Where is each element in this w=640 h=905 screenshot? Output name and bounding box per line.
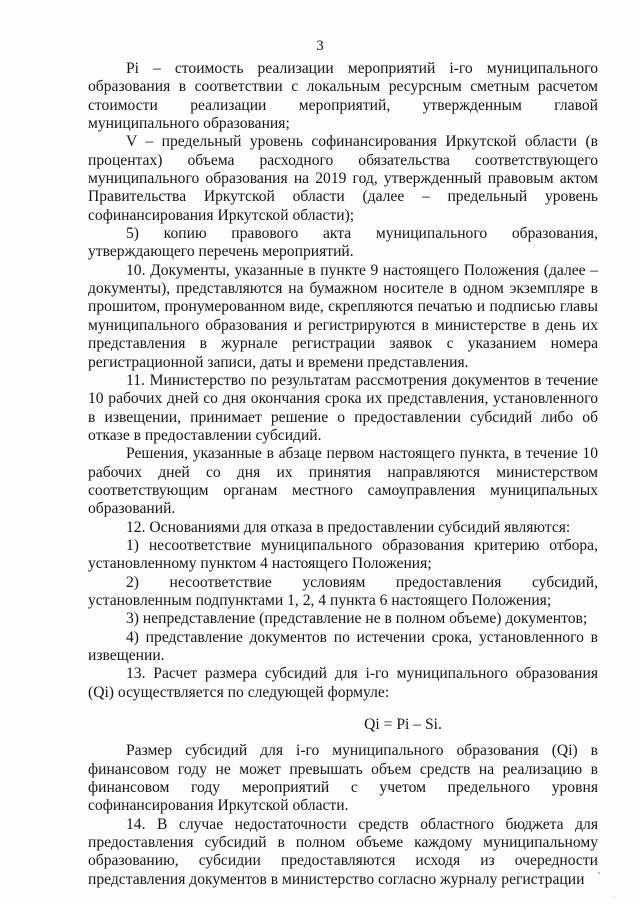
- paragraph-clause-10: 10. Документы, указанные в пункте 9 настоящего Положения (далее – документы), представляются на бумажном носителе в одном экземпляре в прошитом, пронумерованном виде, скрепляются печатью и подписью главы муниципального образования и регистрируются в министерстве в день их представления в журнале регистрации заявок с указанием номера регистрационной записи, даты и времени представления.: [88, 261, 598, 371]
- paragraph-pi-definition: Pi – стоимость реализации мероприятий i-го муниципального образования в соответствии с локальным ресурсным сметным расчетом стоимости реализации мероприятий, утвержденным главой муниципального образования;: [88, 60, 598, 133]
- paragraph-item-5: 5) копию правового акта муниципального образования, утверждающего перечень мероприятий.: [88, 225, 598, 261]
- formula: Qi = Pi – Si.: [364, 716, 442, 734]
- document-body: [88, 60, 598, 889]
- paragraph-refusal-4: 4) представление документов по истечении срока, установленного в извещении.: [88, 628, 598, 664]
- page-number: 3: [316, 38, 324, 54]
- scan-speck: [614, 896, 615, 897]
- paragraph-refusal-2: 2) несоответствие условиям предоставления субсидий, установленным подпунктами 1, 2, 4 пункта 6 настоящего Положения;: [88, 573, 598, 609]
- paragraph-clause-11: 11. Министерство по результатам рассмотрения документов в течение 10 рабочих дней со дня окончания срока их представления, установленного в извещении, принимает решение о предоставлении субсидий либо об отказе в предоставлении субсидий.: [88, 371, 598, 444]
- paragraph-clause-12: 12. Основаниями для отказа в предоставлении субсидий являются:: [126, 518, 571, 536]
- paragraph-clause-14: 14. В случае недостаточности средств областного бюджета для предоставления субсидий в полном объеме каждому муниципальному образованию, субсидии предоставляются исходя из очередности представления документов в министерство согласно журналу регистрации: [88, 815, 598, 888]
- paragraph-v-definition: V – предельный уровень софинансирования Иркутской области (в процентах) объема расходного обязательства соответствующего муниципального образования на 2019 год, утвержденный правовым актом Правительства Иркутской области (далее – предельный уровень софинансирования Иркутской области);: [88, 133, 598, 224]
- paragraph-subsidy-size: Размер субсидий для i-го муниципального образования (Qi) в финансовом году не может превышать объем средств на реализацию в финансовом году мероприятий с учетом предельного уровня софинансирования Иркутской области.: [88, 742, 598, 815]
- paragraph-decisions: Решения, указанные в абзаце первом настоящего пункта, в течение 10 рабочих дней со дня их принятия направляются министерством соответствующим органам местного самоуправления муниципальных образований.: [88, 445, 598, 518]
- paragraph-refusal-3: 3) непредставление (представление не в полном объеме) документов;: [126, 610, 588, 628]
- paragraph-refusal-1: 1) несоответствие муниципального образования критерию отбора, установленному пунктом 4 настоящего Положения;: [88, 536, 598, 573]
- paragraph-clause-13: 13. Расчет размера субсидий для i-го муниципального образования (Qi) осуществляется по следующей формуле:: [88, 665, 598, 701]
- scan-speck: [598, 872, 600, 874]
